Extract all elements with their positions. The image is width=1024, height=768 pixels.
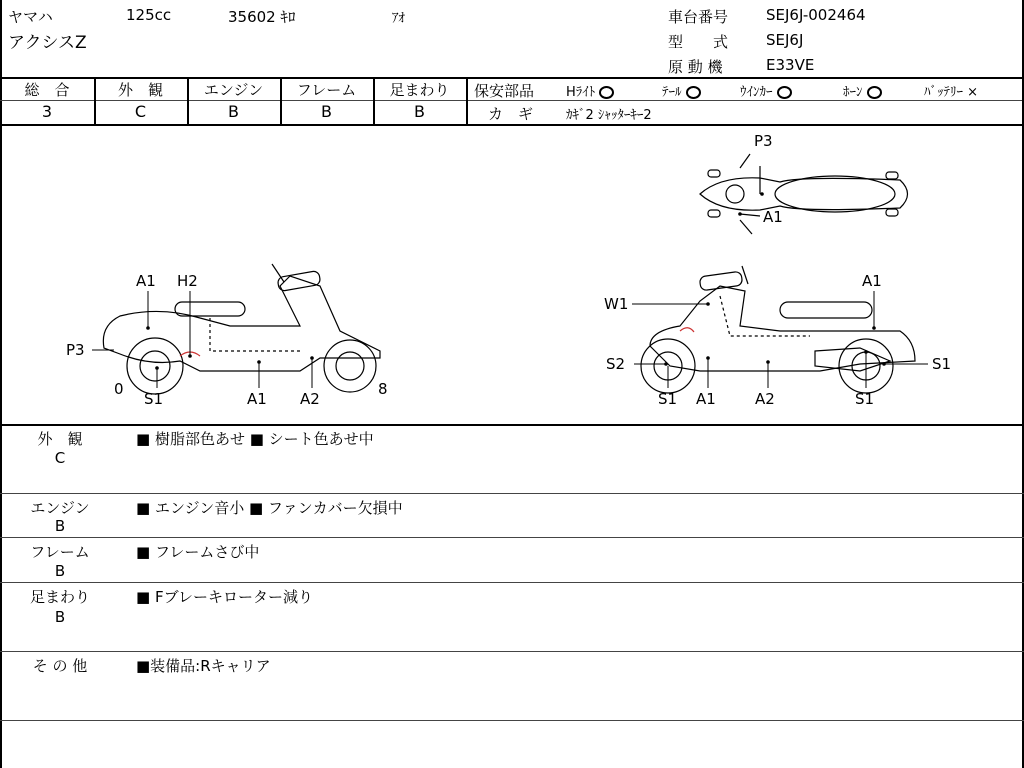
engine-model-label: 原 動 機 bbox=[668, 58, 723, 76]
note-exterior-text: ■ 樹脂部色あせ ■ シート色あせ中 bbox=[136, 430, 374, 448]
safety-label: 保安部品 bbox=[474, 82, 535, 100]
maker: ヤマハ bbox=[8, 8, 53, 26]
model-type-value: SEJ6J bbox=[766, 31, 804, 49]
engine-model-value: E33VE bbox=[766, 56, 815, 74]
note-frame-text: ■ フレームさび中 bbox=[136, 543, 260, 561]
ok-mark-icon bbox=[599, 86, 614, 99]
mark-s1-right-rear: S1 bbox=[855, 390, 875, 408]
ok-mark-icon bbox=[686, 86, 701, 99]
notes-top bbox=[0, 424, 1024, 426]
top-view-scooter bbox=[700, 154, 908, 234]
exterior-label: 外 観 bbox=[117, 81, 163, 99]
note-frame-category: フレーム bbox=[30, 543, 90, 561]
note-suspension-text: ■ Fブレーキローター減り bbox=[136, 588, 313, 606]
mark-s1-left: S1 bbox=[144, 390, 164, 408]
note-exterior-category: 外 観 bbox=[37, 430, 83, 448]
safety-item-headlight: Hﾗｲﾄ bbox=[566, 81, 614, 100]
mark-s1-right-front: S1 bbox=[658, 390, 678, 408]
mark-p3-top: P3 bbox=[754, 132, 773, 150]
mark-p3-left: P3 bbox=[66, 341, 85, 359]
note-engine-text: ■ エンジン音小 ■ ファンカバー欠損中 bbox=[136, 499, 403, 517]
mileage: 35602 ｷﾛ bbox=[228, 8, 296, 26]
key-value: ｶｷﾞ2 ｼｬｯﾀｰｷｰ2 bbox=[566, 108, 652, 123]
frame-number-label: 車台番号 bbox=[668, 8, 729, 26]
ng-mark-icon: × bbox=[967, 85, 979, 100]
notes-sep-5 bbox=[0, 720, 1024, 721]
model-name: アクシスZ bbox=[8, 33, 87, 53]
frame-number-value: SEJ6J-002464 bbox=[766, 6, 866, 24]
grade-table-mid bbox=[0, 100, 466, 101]
note-other-category: そ の 他 bbox=[32, 657, 88, 675]
mark-a1-top: A1 bbox=[763, 208, 783, 226]
safety-item-horn: ﾎｰﾝ bbox=[843, 81, 882, 100]
model-type-label: 型 式 bbox=[668, 33, 729, 51]
notes-sep-3 bbox=[0, 582, 1024, 583]
note-engine-grade: B bbox=[54, 517, 66, 535]
mark-a2-left: A2 bbox=[300, 390, 320, 408]
overall-label: 総 合 bbox=[24, 81, 70, 99]
ok-mark-icon bbox=[777, 86, 792, 99]
safety-item-battery: ﾊﾞｯﾃﾘｰ × bbox=[924, 85, 979, 100]
mark-w1: W1 bbox=[604, 295, 629, 313]
notes-sep-1 bbox=[0, 493, 1024, 494]
key-label: カ ギ bbox=[488, 105, 534, 123]
mark-a1-left-bottom: A1 bbox=[247, 390, 267, 408]
exterior-grade: C bbox=[134, 102, 147, 121]
mark-s1-right-side: S1 bbox=[932, 355, 952, 373]
mark-eight: 8 bbox=[378, 380, 388, 398]
notes-sep-2 bbox=[0, 537, 1024, 538]
engine-grade: B bbox=[228, 102, 239, 121]
mark-zero: 0 bbox=[114, 380, 124, 398]
mark-a1-right-bottom: A1 bbox=[696, 390, 716, 408]
color: ｱｵ bbox=[392, 11, 405, 26]
engine-label: エンジン bbox=[203, 81, 264, 99]
safety-item-tail: ﾃｰﾙ bbox=[662, 81, 701, 100]
grade-sep-5 bbox=[466, 78, 468, 125]
note-suspension-grade: B bbox=[54, 608, 66, 626]
suspension-grade: B bbox=[414, 102, 425, 121]
safety-mid bbox=[466, 100, 1022, 101]
notes-sep-4 bbox=[0, 651, 1024, 652]
scooter-diagram bbox=[0, 126, 1022, 424]
note-exterior-grade: C bbox=[54, 449, 66, 467]
mark-a1-right-top: A1 bbox=[862, 272, 882, 290]
note-other-text: ■装備品:Rキャリア bbox=[136, 657, 271, 675]
note-engine-category: エンジン bbox=[30, 499, 90, 517]
frame-label: フレーム bbox=[296, 81, 357, 99]
mark-h2: H2 bbox=[177, 272, 198, 290]
safety-item-winker: ｳｲﾝｶｰ bbox=[740, 81, 792, 100]
mark-a1-left-top: A1 bbox=[136, 272, 156, 290]
ok-mark-icon bbox=[867, 86, 882, 99]
displacement: 125cc bbox=[126, 6, 172, 24]
overall-grade: 3 bbox=[41, 102, 53, 121]
note-frame-grade: B bbox=[54, 562, 66, 580]
mark-a2-right: A2 bbox=[755, 390, 775, 408]
note-suspension-category: 足まわり bbox=[29, 588, 90, 606]
mark-s2: S2 bbox=[606, 355, 626, 373]
suspension-label: 足まわり bbox=[389, 81, 450, 99]
frame-grade: B bbox=[321, 102, 332, 121]
